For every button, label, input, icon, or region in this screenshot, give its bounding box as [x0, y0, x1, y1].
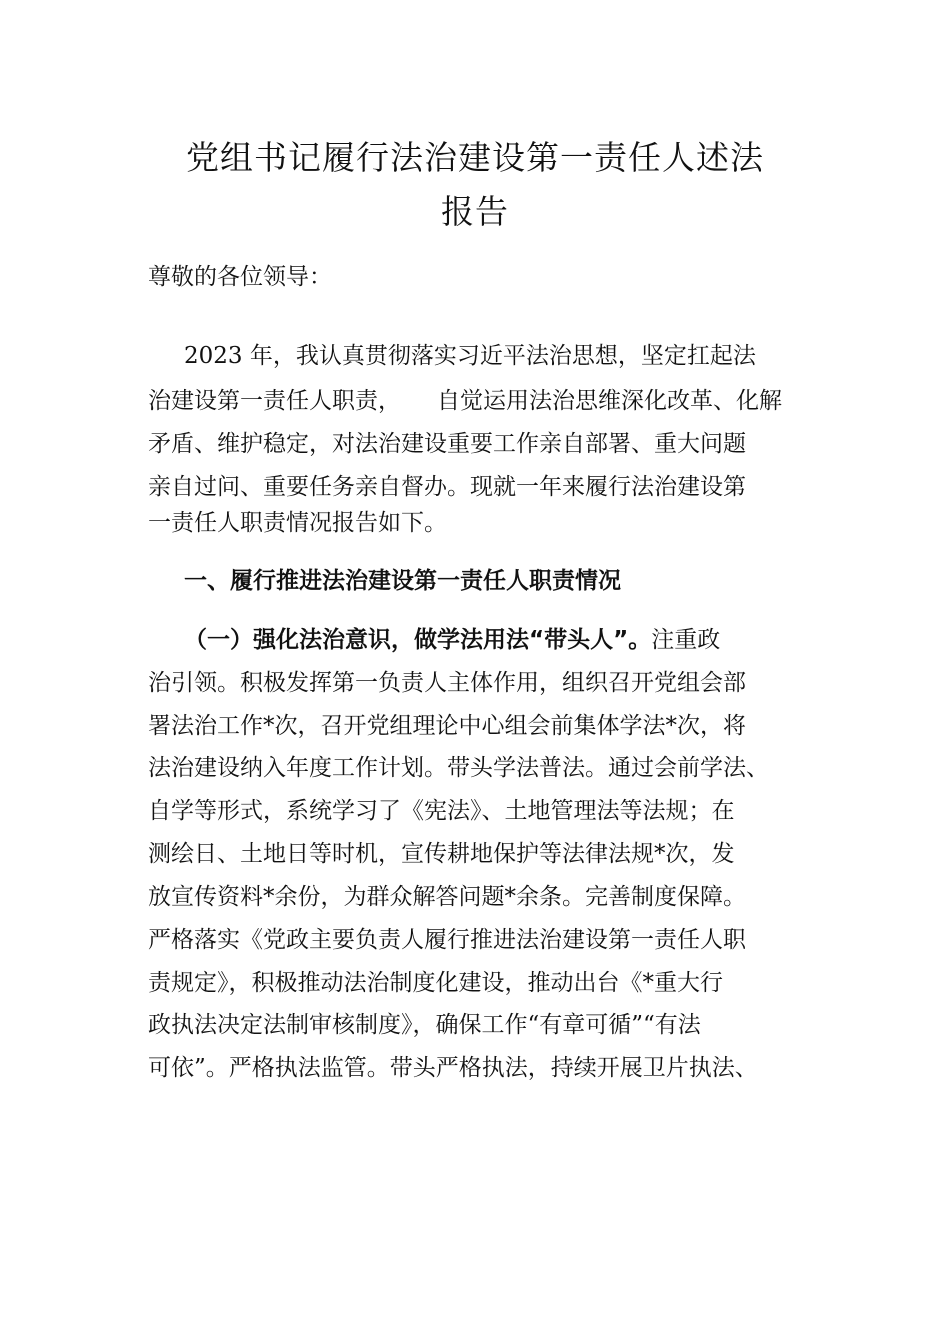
intro-line-3: 矛盾、维护稳定，对法治建设重要工作亲自部署、重大问题	[148, 431, 746, 457]
intro-line-2a: 治建设第一责任人职责，	[148, 388, 401, 414]
sub1-line-7: 放宣传资料*余份，为群众解答问题*余条。完善制度保障。	[148, 884, 746, 910]
sub1-line-10: 政执法决定法制审核制度》，确保工作“有章可循”“有法	[148, 1012, 701, 1038]
sub1-line-8: 严格落实《党政主要负责人履行推进法治建设第一责任人职	[148, 927, 746, 953]
sub1-line-1-rest: 注重政	[651, 627, 721, 653]
sub1-line-11: 可依”。严格执法监管。带头严格执法，持续开展卫片执法、	[148, 1055, 758, 1081]
intro-line-5: 一责任人职责情况报告如下。	[148, 510, 447, 536]
intro-line-4: 亲自过问、重要任务亲自督办。现就一年来履行法治建设第	[148, 474, 746, 500]
intro-line-2b: 自觉运用法治思维深化改革、化解	[437, 388, 782, 414]
sub1-line-2: 治引领。积极发挥第一负责人主体作用，组织召开党组会部	[148, 670, 746, 696]
sub1-line-5: 自学等形式，系统学习了《宪法》、土地管理法等法规；在	[148, 798, 735, 824]
salutation: 尊敬的各位领导：	[148, 264, 332, 290]
sub1-line-3: 署法治工作*次，召开党组理论中心组会前集体学法*次，将	[148, 713, 746, 739]
intro-line-2	[148, 381, 818, 421]
intro-line-1: 2023 年，我认真贯彻落实习近平法治思想，坚定扛起法	[184, 343, 756, 369]
document-title-line-2: 报告	[441, 192, 509, 231]
sub1-line-1	[184, 620, 854, 660]
document-title-line-1: 党组书记履行法治建设第一责任人述法	[186, 138, 764, 177]
sub1-line-9: 责规定》，积极推动法治制度化建设，推动出台《*重大行	[148, 970, 723, 996]
sub1-line-6: 测绘日、土地日等时机，宣传耕地保护等法律法规*次，发	[148, 841, 735, 867]
section-heading-1: 一、履行推进法治建设第一责任人职责情况	[184, 568, 621, 594]
sub1-line-4: 法治建设纳入年度工作计划。带头学法普法。通过会前学法、	[148, 755, 769, 781]
sub1-lead: （一）强化法治意识，做学法用法“带头人”。	[184, 627, 652, 653]
